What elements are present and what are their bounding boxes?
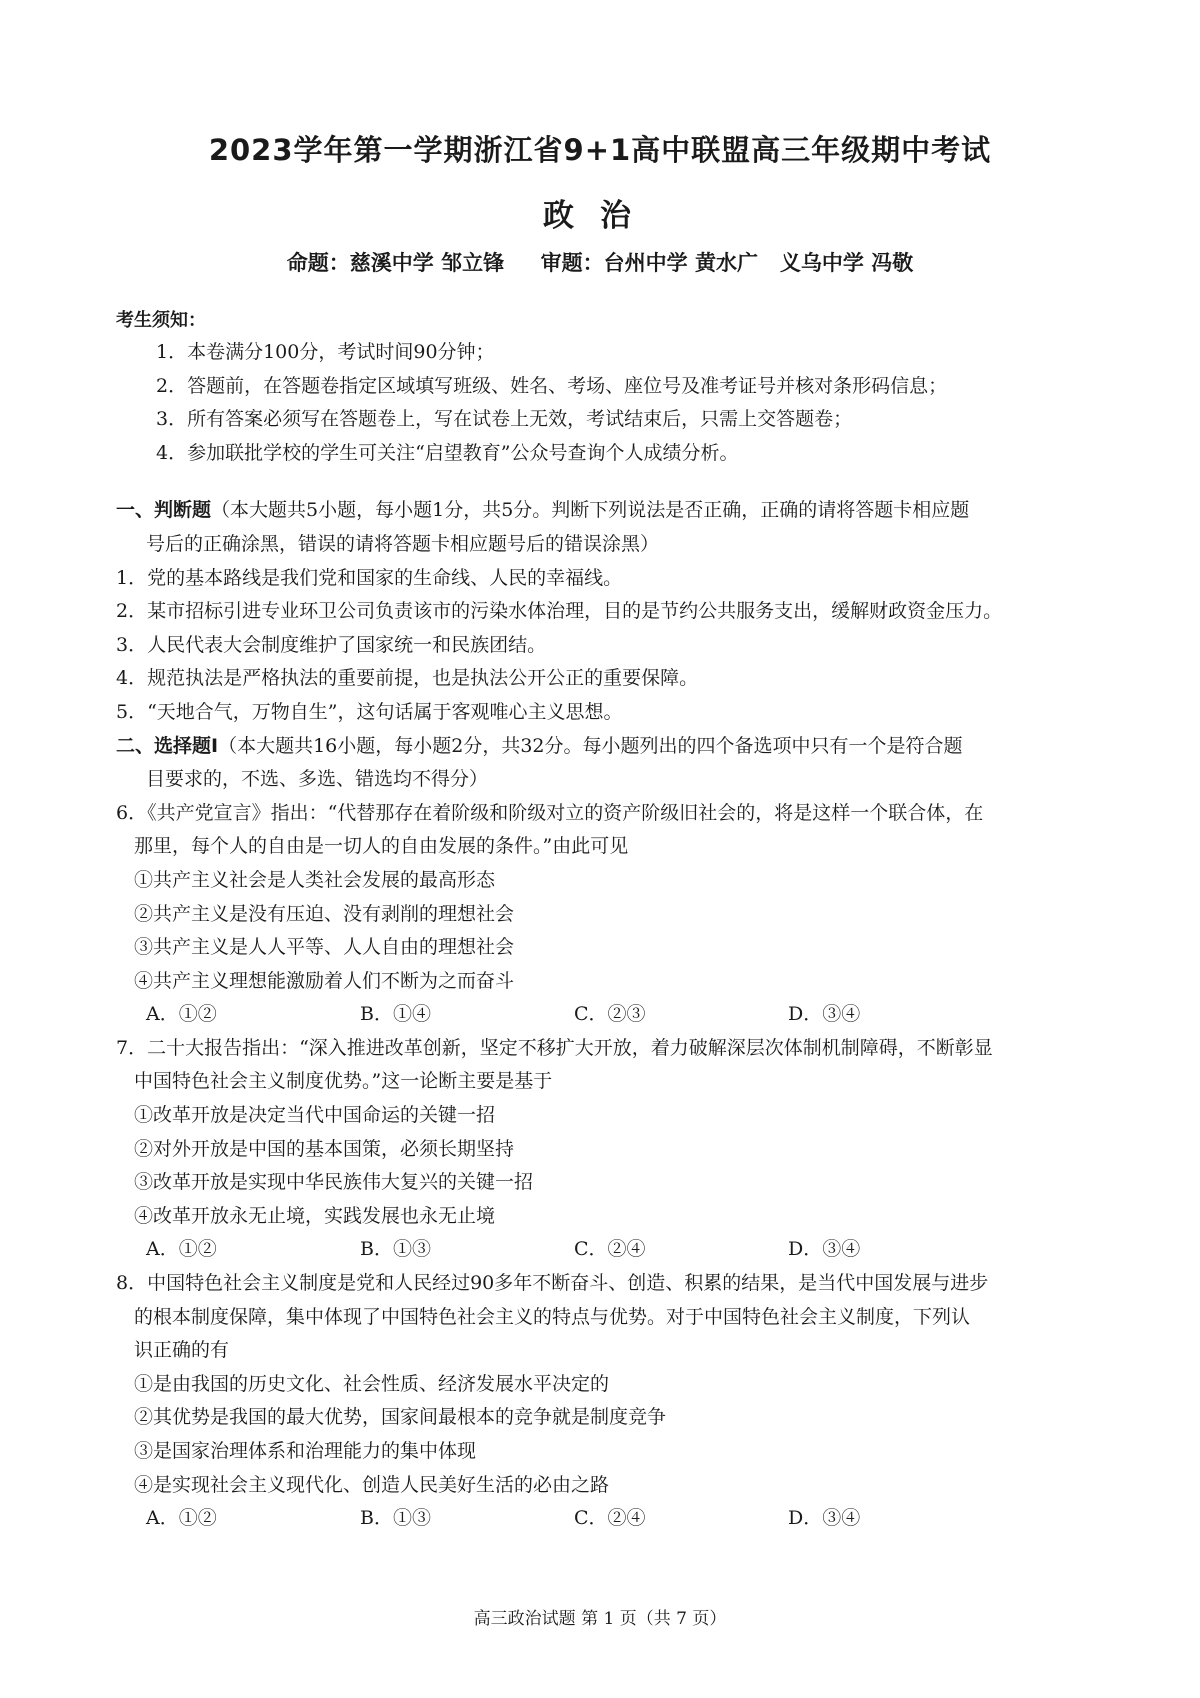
exam-content bbox=[116, 306, 1096, 1536]
question-7-stem: 7．二十大报告指出：“深入推进改革创新，坚定不移扩大开放，着力破解深层次体制机制障碍，不断彰显 bbox=[116, 1036, 993, 1059]
section1-desc-cont: 号后的正确涂黑，错误的请将答题卡相应题号后的错误涂黑） bbox=[146, 532, 660, 555]
exam-subject: 政治 bbox=[543, 198, 657, 234]
judge-item: 1．党的基本路线是我们党和国家的生命线、人民的幸福线。 bbox=[116, 566, 623, 589]
option-c: C．②④ bbox=[574, 1507, 646, 1530]
notice-heading: 考生须知： bbox=[116, 310, 206, 331]
question-6-statement: ④共产主义理想能激励着人们不断为之而奋斗 bbox=[134, 969, 515, 992]
judge-item: 3．人民代表大会制度维护了国家统一和民族团结。 bbox=[116, 633, 547, 656]
section1-desc: （本大题共5小题，每小题1分，共5分。判断下列说法是否正确，正确的请将答题卡相应题 bbox=[211, 499, 970, 522]
option-c: C．②③ bbox=[574, 1003, 646, 1026]
notice-item: 1．本卷满分100分，考试时间90分钟； bbox=[156, 341, 495, 363]
option-a: A．①② bbox=[146, 1238, 217, 1261]
question-7-statement: ③改革开放是实现中华民族伟大复兴的关键一招 bbox=[134, 1171, 534, 1194]
option-b: B．①③ bbox=[360, 1507, 431, 1530]
section2-desc: （本大题共16小题，每小题2分，共32分。每小题列出的四个备选项中只有一个是符合题 bbox=[218, 734, 963, 757]
section1-heading: 一、判断题 bbox=[116, 499, 212, 522]
question-8-stem: 8．中国特色社会主义制度是党和人民经过90多年不断奋斗、创造、积累的结果，是当代中国发展与进步 bbox=[116, 1272, 989, 1295]
notice-item: 2．答题前，在答题卷指定区域填写班级、姓名、考场、座位号及准考证号并核对条形码信息； bbox=[156, 374, 948, 397]
question-6-statement: ②共产主义是没有压迫、没有剥削的理想社会 bbox=[134, 902, 515, 925]
exam-title: 2023学年第一学期浙江省9+1高中联盟高三年级期中考试 bbox=[208, 133, 992, 167]
option-b: B．①④ bbox=[360, 1003, 431, 1026]
notice-item: 3．所有答案必须写在答题卷上，写在试卷上无效，考试结束后，只需上交答题卷； bbox=[156, 408, 853, 431]
option-d: D．③④ bbox=[788, 1003, 861, 1026]
option-c: C．②④ bbox=[574, 1238, 646, 1261]
question-6-statement: ③共产主义是人人平等、人人自由的理想社会 bbox=[134, 936, 515, 959]
question-7-statement: ②对外开放是中国的基本国策，必须长期坚持 bbox=[134, 1137, 515, 1160]
page-footer: 高三政治试题 第 1 页（共 7 页） bbox=[473, 1609, 727, 1629]
judge-item: 4．规范执法是严格执法的重要前提，也是执法公开公正的重要保障。 bbox=[116, 667, 699, 690]
section2-heading: 二、选择题Ⅰ bbox=[116, 734, 219, 757]
question-7-statement: ①改革开放是决定当代中国命运的关键一招 bbox=[134, 1104, 496, 1127]
spacer bbox=[116, 470, 1096, 494]
option-d: D．③④ bbox=[788, 1507, 861, 1530]
question-6-stem-cont: 那里，每个人的自由是一切人的自由发展的条件。”由此可见 bbox=[134, 835, 629, 858]
authors-text: 命题：慈溪中学 邹立锋 审题：台州中学 黄水广 义乌中学 冯敬 bbox=[286, 251, 914, 275]
question-8-options bbox=[116, 1502, 1096, 1536]
option-b: B．①③ bbox=[360, 1238, 431, 1261]
section1-header bbox=[116, 494, 1096, 528]
option-a: A．①② bbox=[146, 1507, 217, 1530]
exam-authors bbox=[0, 247, 1200, 277]
question-8-stem-cont: 的根本制度保障，集中体现了中国特色社会主义的特点与优势。对于中国特色社会主义制度，下列认 bbox=[134, 1305, 971, 1328]
question-8-statement: ①是由我国的历史文化、社会性质、经济发展水平决定的 bbox=[134, 1372, 610, 1395]
question-7-stem-cont: 中国特色社会主义制度优势。”这一论断主要是基于 bbox=[134, 1070, 553, 1093]
question-7-statement: ④改革开放永无止境，实践发展也永无止境 bbox=[134, 1204, 496, 1227]
question-8-stem-cont: 识正确的有 bbox=[134, 1339, 230, 1362]
option-d: D．③④ bbox=[788, 1238, 861, 1261]
question-8-statement: ②其优势是我国的最大优势，国家间最根本的竞争就是制度竞争 bbox=[134, 1406, 667, 1429]
section2-header bbox=[116, 730, 1096, 764]
question-6-statement: ①共产主义社会是人类社会发展的最高形态 bbox=[134, 868, 496, 891]
question-6-options bbox=[116, 998, 1096, 1032]
notice-item: 4．参加联批学校的学生可关注“启望教育”公众号查询个人成绩分析。 bbox=[156, 441, 739, 464]
question-8-statement: ④是实现社会主义现代化、创造人民美好生活的必由之路 bbox=[134, 1473, 610, 1496]
question-6-stem: 6．《共产党宣言》指出：“代替那存在着阶级和阶级对立的资产阶级旧社会的，将是这样一个联合体，在 bbox=[116, 801, 984, 824]
question-7-options bbox=[116, 1233, 1096, 1267]
section2-desc-cont: 目要求的，不选、多选、错选均不得分） bbox=[146, 768, 489, 791]
judge-item: 5．“天地合气，万物自生”，这句话属于客观唯心主义思想。 bbox=[116, 700, 623, 723]
judge-item: 2．某市招标引进专业环卫公司负责该市的污染水体治理，目的是节约公共服务支出，缓解财政资金压力。 bbox=[116, 600, 1003, 623]
option-a: A．①② bbox=[146, 1003, 217, 1026]
question-8-statement: ③是国家治理体系和治理能力的集中体现 bbox=[134, 1440, 477, 1462]
